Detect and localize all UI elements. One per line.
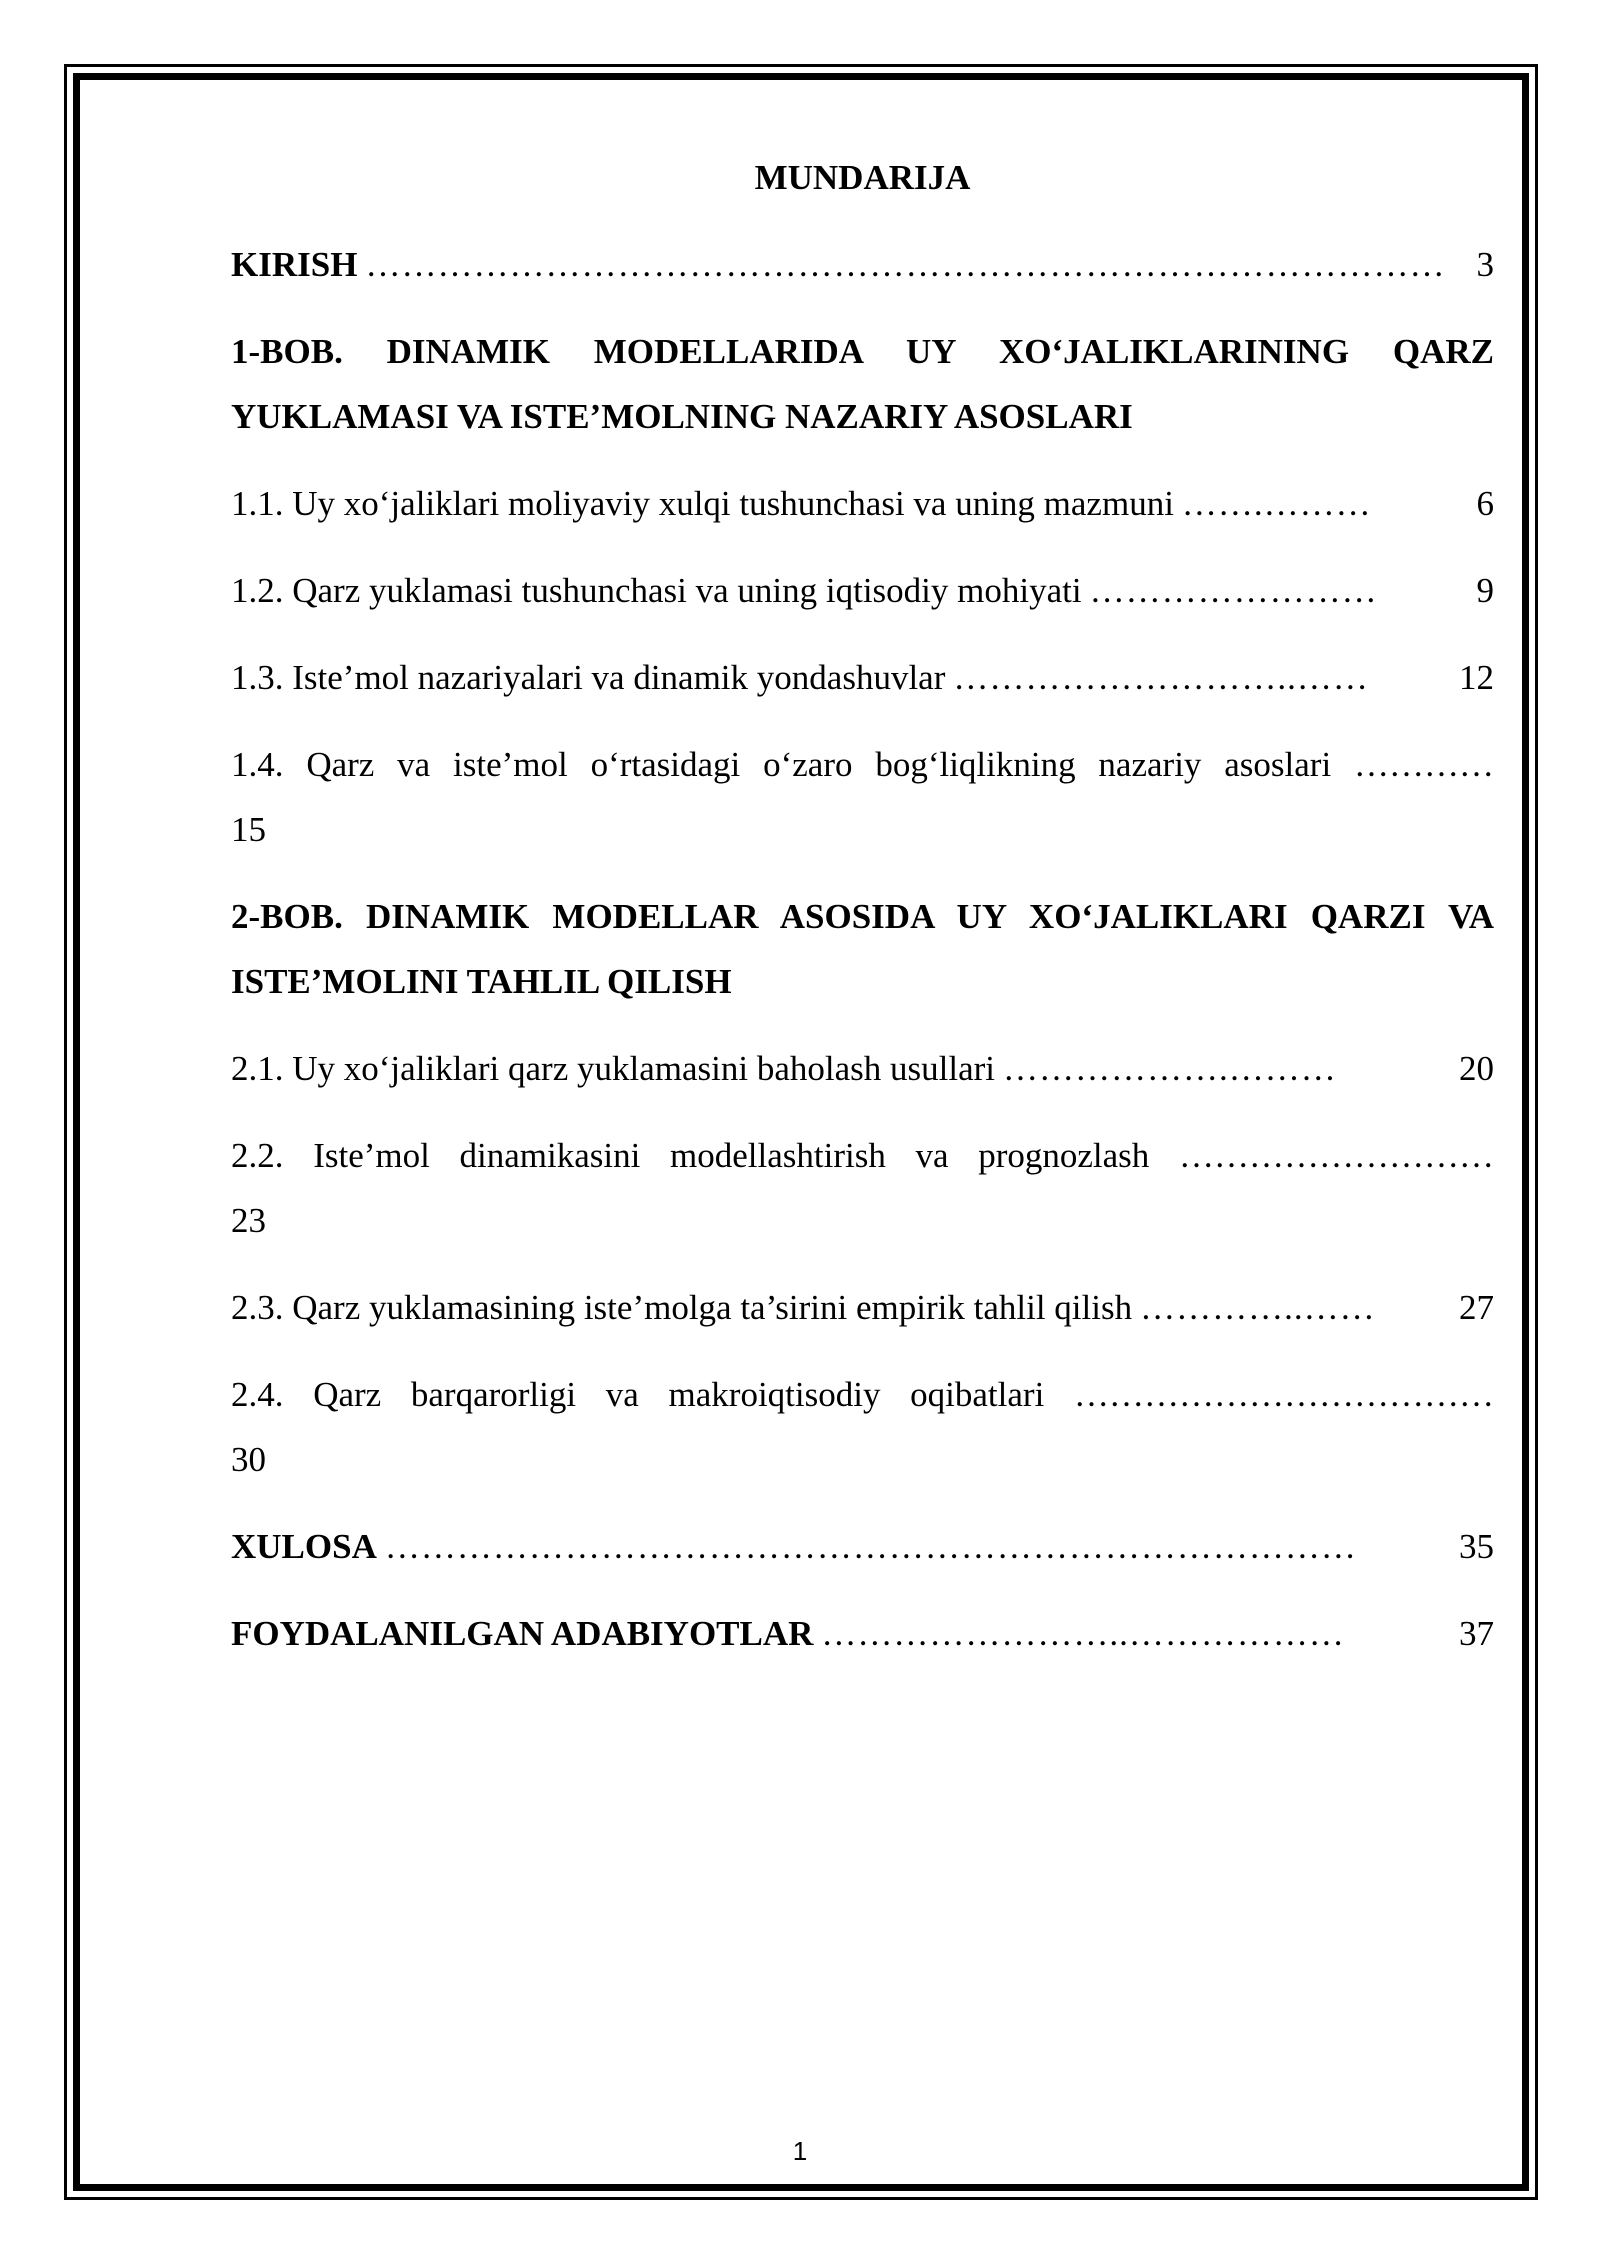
toc-entry-1-2 [231, 558, 1494, 623]
toc-page-number: 12 [1459, 658, 1494, 697]
toc-entry-label: 1.4. Qarz va iste’mol o‘rtasidagi o‘zaro bog‘liqlikning nazariy asoslari ………… [231, 745, 1494, 784]
toc-page-number: 20 [1459, 1049, 1494, 1088]
toc-leader-dots: …………..…… [1140, 1288, 1376, 1327]
toc-entry-label: 2.4. Qarz barqarorligi va makroiqtisodiy oqibatlari ……………………………… [231, 1375, 1494, 1414]
toc-leader-dots: ……………………………………………………………………… [384, 1527, 1357, 1566]
toc-entry-label: 2.1. Uy xo‘jaliklari qarz yuklamasini baholash usullari [231, 1049, 995, 1088]
toc-chapter-2-heading: 2-BOB. DINAMIK MODELLAR ASOSIDA UY XO‘JALIKLARI QARZI VA ISTE’MOLINI TAHLIL QILISH [231, 897, 1494, 1001]
toc-entry-2-4 [231, 1362, 1494, 1492]
toc-page-number: 35 [1459, 1527, 1494, 1566]
toc-entry-label: FOYDALANILGAN ADABIYOTLAR [231, 1614, 814, 1653]
toc-entry-label: 1.1. Uy xo‘jaliklari moliyaviy xulqi tushunchasi va uning mazmuni [231, 484, 1174, 523]
toc-page-number: 6 [1476, 484, 1494, 523]
toc-entry-label: 2.3. Qarz yuklamasining iste’molga ta’sirini empirik tahlil qilish [231, 1288, 1133, 1327]
toc-leader-dots: ……………….……… [1002, 1049, 1337, 1088]
toc-entry-2-3 [231, 1275, 1494, 1340]
toc-entry-label: XULOSA [231, 1527, 377, 1566]
toc-page-number: 30 [231, 1440, 266, 1479]
toc-entry-references [231, 1601, 1494, 1666]
toc-entry-1-4 [231, 732, 1494, 862]
toc-entry-1-1 [231, 471, 1494, 536]
toc-entry-conclusion [231, 1514, 1494, 1579]
toc-leader-dots: …………………… [1089, 571, 1378, 610]
toc-entry-2-1 [231, 1036, 1494, 1101]
toc-entry-label: 1.2. Qarz yuklamasi tushunchasi va uning iqtisodiy mohiyati [231, 571, 1082, 610]
toc-entry-intro [231, 232, 1494, 297]
toc-page-number: 37 [1459, 1614, 1494, 1653]
toc-leader-dots: ……………………..……………… [821, 1614, 1345, 1653]
toc-entry-label: 1.3. Iste’mol nazariyalari va dinamik yondashuvlar [231, 658, 946, 697]
toc-entry-label: 2.2. Iste’mol dinamikasini modellashtirish va prognozlash ……………………… [231, 1136, 1494, 1175]
page-footer-number: 1 [792, 2136, 808, 2166]
toc-page-number: 27 [1459, 1288, 1494, 1327]
toc-chapter-1-heading: 1-BOB. DINAMIK MODELLARIDA UY XO‘JALIKLARINING QARZ YUKLAMASI VA ISTE’MOLNING NAZARIY ASOSLARI [231, 332, 1494, 436]
toc-entry-1-3 [231, 645, 1494, 710]
toc-leader-dots: ……………………………………………………………………………… [365, 245, 1446, 284]
toc-entry-2-2 [231, 1123, 1494, 1253]
toc-entry-label: KIRISH [231, 245, 358, 284]
toc-page-number: 3 [1476, 245, 1494, 284]
table-of-contents [231, 145, 1494, 1688]
toc-leader-dots: ………………………..…… [953, 658, 1369, 697]
toc-title: MUNDARIJA [754, 158, 971, 197]
toc-page-number: 9 [1476, 571, 1494, 610]
toc-page-number: 23 [231, 1201, 266, 1240]
toc-leader-dots: …….……… [1181, 484, 1372, 523]
toc-page-number: 15 [231, 810, 266, 849]
